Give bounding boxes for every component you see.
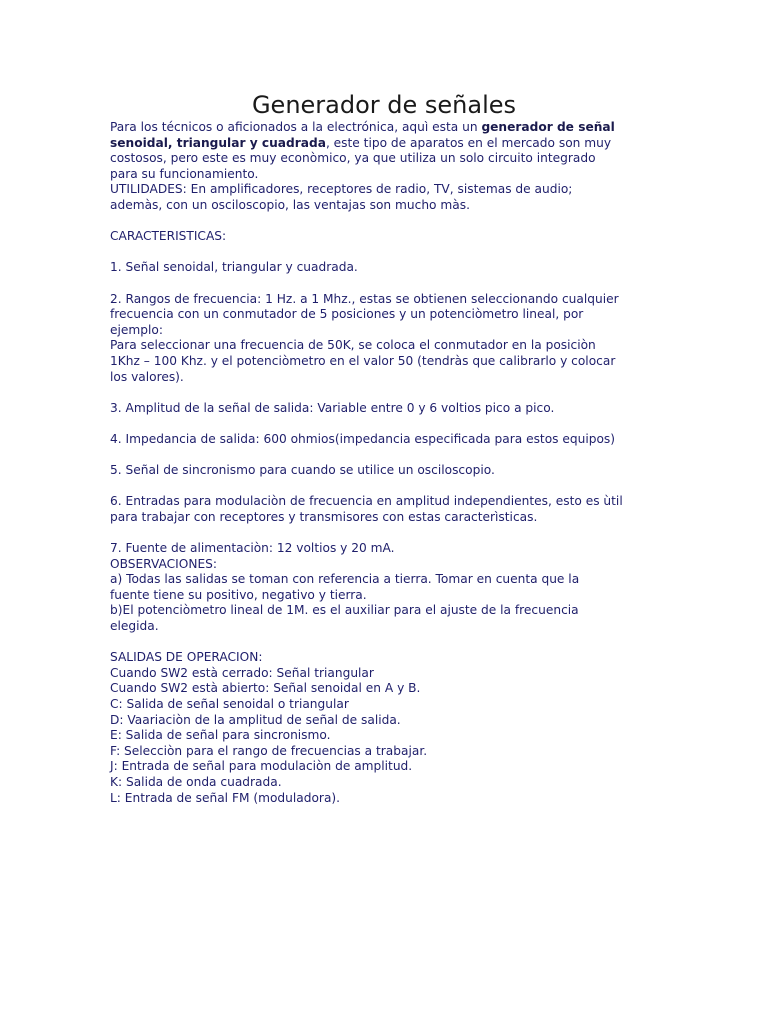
salida-item: E: Salida de señal para sincronismo. [110,728,331,743]
list-item-line: para trabajar con receptores y transmisores con estas caracterìsticas. [110,509,538,524]
intro-bold: generador de señal [481,120,615,134]
salida-item: C: Salida de señal senoidal o triangular [110,696,349,711]
utilidades-line: ademàs, con un osciloscopio, las ventajas son mucho màs. [110,197,470,212]
list-item-line: Para seleccionar una frecuencia de 50K, se coloca el conmutador en la posiciòn [110,338,596,353]
intro-text: , este tipo de aparatos en el mercado son muy [325,135,612,150]
observaciones-heading: OBSERVACIONES: [110,556,218,571]
salidas-heading: SALIDAS DE OPERACION: [110,650,263,665]
intro-line [110,120,660,136]
observation-item-line: elegida. [110,619,159,633]
observation-item: a) Todas las salidas se toman con referencia a tierra. Tomar en cuenta que la [110,572,580,587]
salida-item: Cuando SW2 està abierto: Señal senoidal en A y B. [110,681,421,696]
salida-item: L: Entrada de señal FM (moduladora). [110,790,341,805]
intro-line: para su funcionamiento. [110,166,259,181]
list-item-line: los valores). [110,369,184,384]
document-body [110,120,660,806]
observation-item-line: fuente tiene su positivo, negativo y tierra. [110,587,367,602]
list-item: 5. Señal de sincronismo para cuando se utilice un osciloscopio. [110,463,495,478]
list-item: 6. Entradas para modulaciòn de frecuencia en amplitud independientes, esto es ùtil [110,494,623,509]
salida-item: F: Selecciòn para el rango de frecuencias a trabajar. [110,743,428,758]
salida-item: J: Entrada de señal para modulaciòn de amplitud. [110,759,413,774]
list-item: 7. Fuente de alimentaciòn: 12 voltios y 20 mA. [110,541,395,556]
list-item: 4. Impedancia de salida: 600 ohmios(impedancia especificada para estos equipos) [110,431,616,446]
intro-line: costosos, pero este es muy econòmico, ya que utiliza un solo circuito integrado [110,151,596,166]
page-title: Generador de señales [251,91,517,119]
intro-text: Para los técnicos o aficionados a la electrónica, aquì esta un [110,120,482,134]
observation-item: b)El potenciòmetro lineal de 1M. es el auxiliar para el ajuste de la frecuencia [110,603,579,618]
list-item-line: 1Khz – 100 Khz. y el potenciòmetro en el valor 50 (tendràs que calibrarlo y colocar [110,353,616,368]
salida-item: D: Vaariaciòn de la amplitud de señal de salida. [110,712,401,727]
caracteristicas-heading: CARACTERISTICAS: [110,229,227,244]
intro-bold: senoidal, triangular y cuadrada [110,135,326,150]
salida-item: Cuando SW2 està cerrado: Señal triangular [110,665,374,680]
salida-item: K: Salida de onda cuadrada. [110,774,282,789]
list-item: 2. Rangos de frecuencia: 1 Hz. a 1 Mhz., estas se obtienen seleccionando cualquier [110,291,619,306]
list-item-line: ejemplo: [110,322,163,337]
utilidades-line: UTILIDADES: En amplificadores, receptores de radio, TV, sistemas de audio; [110,182,573,197]
list-item: 3. Amplitud de la señal de salida: Variable entre 0 y 6 voltios pico a pico. [110,400,555,415]
list-item-line: frecuencia con un conmutador de 5 posiciones y un potenciòmetro lineal, por [110,307,584,322]
intro-line [110,136,660,152]
list-item: 1. Señal senoidal, triangular y cuadrada. [110,260,358,275]
